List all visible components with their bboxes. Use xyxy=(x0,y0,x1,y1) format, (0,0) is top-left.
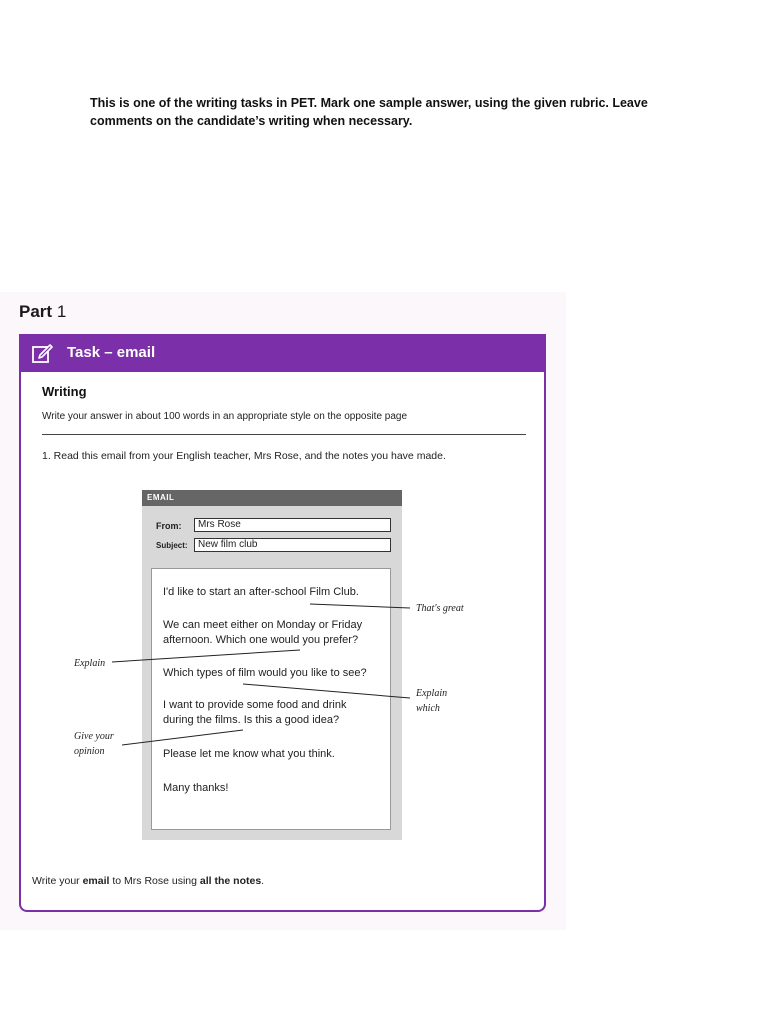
task-title: Task – email xyxy=(67,344,156,361)
email-body-line: Which types of film would you like to see? xyxy=(163,667,367,679)
note-explain-which-line-1: Explain xyxy=(416,688,448,699)
footer-pre: Write your xyxy=(32,875,83,887)
footer-mid: to Mrs Rose using xyxy=(109,875,200,887)
note-explain: Explain xyxy=(74,658,106,669)
subject-field: New film club xyxy=(194,538,391,552)
email-body-line: I want to provide some food and drink xyxy=(163,699,347,711)
subject-label: Subject: xyxy=(156,541,188,550)
note-thats-great: That's great xyxy=(416,603,464,614)
note-give-opinion xyxy=(74,729,114,759)
note-explain-which xyxy=(416,686,447,716)
instruction-line-2: comments on the candidate’s writing when necessary. xyxy=(90,114,413,128)
from-label: From: xyxy=(156,521,182,531)
email-body-line: during the films. Is this a good idea? xyxy=(163,714,340,726)
footer-instruction xyxy=(32,875,264,887)
part-word: Part xyxy=(19,302,53,321)
part-title xyxy=(19,302,66,322)
email-bar-label: EMAIL xyxy=(142,490,402,506)
email-body-line: Many thanks! xyxy=(163,782,229,794)
email-body-line: I'd like to start an after-school Film Club. xyxy=(163,586,359,598)
instruction-line-1: This is one of the writing tasks in PET. Mark one sample answer, using the given rubric. Leave xyxy=(90,96,648,110)
footer-post: . xyxy=(261,875,265,887)
from-field: Mrs Rose xyxy=(194,518,391,532)
read-email-instruction: 1. Read this email from your English teacher, Mrs Rose, and the notes you have made. xyxy=(42,450,446,462)
note-give-opinion-line-2: opinion xyxy=(74,746,105,757)
edit-icon xyxy=(31,342,53,364)
email-body-line: afternoon. Which one would you prefer? xyxy=(163,634,359,646)
writing-heading: Writing xyxy=(42,384,87,399)
part-number: 1 xyxy=(56,302,67,321)
writing-subtitle: Write your answer in about 100 words in an appropriate style on the opposite page xyxy=(42,411,408,422)
email-body-line: Please let me know what you think. xyxy=(163,748,335,760)
task-header xyxy=(19,334,546,372)
divider xyxy=(42,434,526,435)
note-explain-which-line-2: which xyxy=(416,703,440,714)
email-body-line: We can meet either on Monday or Friday xyxy=(163,619,363,631)
note-give-opinion-line-1: Give your xyxy=(74,731,114,742)
footer-email-word: email xyxy=(82,875,110,887)
footer-notes-word: all the notes xyxy=(199,875,262,887)
task-instruction xyxy=(90,94,650,130)
